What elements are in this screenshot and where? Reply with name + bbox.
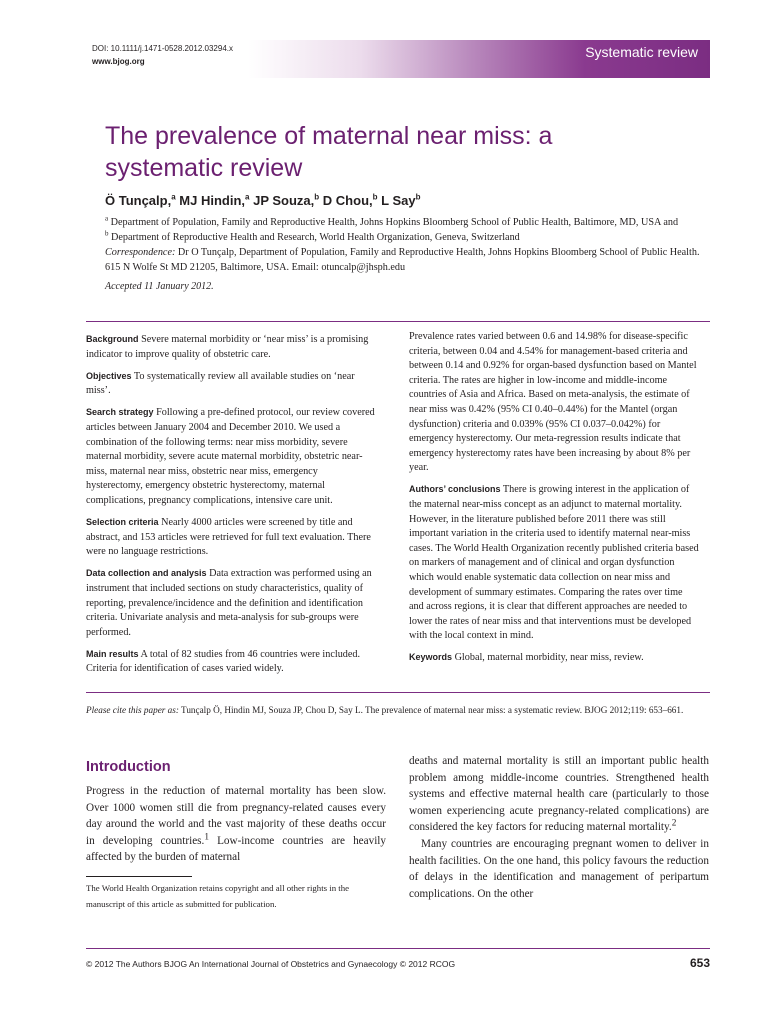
footer-rule xyxy=(86,948,710,949)
page-number: 653 xyxy=(689,956,710,970)
abstract-label: Data collection and analysis xyxy=(86,568,207,579)
article-title: The prevalence of maternal near miss: a systematic review xyxy=(105,122,553,182)
author-affiliation-mark: b xyxy=(415,192,421,202)
abstract-text: A total of 82 studies from 46 countries were included. Criteria for identification of cases varied widely. xyxy=(86,648,361,675)
correspondence xyxy=(105,245,705,275)
abstract-background xyxy=(86,332,376,362)
affiliation-b-text: Department of Reproductive Health and Research, World Health Organization, Geneva, Switzerland xyxy=(111,232,520,243)
affiliation-a xyxy=(105,215,705,230)
abstract-text: Global, maternal morbidity, near miss, review. xyxy=(454,652,644,664)
author-name: MJ Hindin, xyxy=(179,193,246,208)
abstract-label: Objectives xyxy=(86,370,132,381)
body-text: Progress in the reduction of maternal mortality has been slow. Over 1000 women still die from pregnancy-related causes every day around the world and the vast majority of these deaths occur in developing countries. xyxy=(86,785,386,847)
author-affiliation-mark: a xyxy=(171,192,176,202)
abstract-results-continued: Prevalence rates varied between 0.6 and 14.98% for disease-specific criteria, between 0.04 and 4.54% for management-based criteria and between 0.14 and 0.92% for organ-based dysfunction based on Mantel criteria. The rates are higher in low-income and middle-income countries of Asia and Africa. Based on meta-analysis, the estimate of near miss was 0.42% (95% CI 0.40–0.44%) for the Mantel (organ dysfunction) criteria and 0.039% (95% CI 0.037–0.042%) for emergency hysterectomy. Our meta-regression results indicate that emergency hysterectomy rates have been increasing by about 8% per year. xyxy=(409,331,697,474)
abstract-text: There is growing interest in the application of the maternal near-miss concept as an adjunct to maternal mortality. However, in the literature published before 2011 there was still important variation in the criteria used to identify maternal near-miss cases. The World Health Organization recently published criteria based on markers of management and of clinical and organ dysfunction which would enable systematic data collection on near miss and development of summary estimates. Comparing the rates over time and across regions, it is clear that different approaches are needed to lower the rates of near miss and that interventions must be developed with the local context in mind. xyxy=(409,484,699,642)
abstract-objectives xyxy=(86,369,376,399)
author-name: L Say xyxy=(381,193,416,208)
affiliation-a-text: Department of Population, Family and Reproductive Health, Johns Hopkins Bloomberg School of Public Health, Baltimore, MD, USA and xyxy=(110,217,679,228)
body-paragraph xyxy=(86,783,386,866)
abstract-label: Selection criteria xyxy=(86,517,159,528)
copyright-line: © 2012 The Authors BJOG An International Journal of Obstetrics and Gynaecology © 2012 RCOG xyxy=(86,959,456,969)
body-right-column xyxy=(409,753,709,902)
author-affiliation-mark: a xyxy=(245,192,250,202)
abstract-label: Main results xyxy=(86,648,139,659)
abstract-text: Following a pre-defined protocol, our review covered articles between January 2004 and December 2010. We used a combination of the following terms: near miss morbidity, severe maternal morbidity, severe acute maternal morbidity, obstetric near-miss, maternal near miss, obstetric near miss, emergency hysterectomy, emergency obstetric hysterectomy, maternal complications, pregnancy complications, intensive care unit. xyxy=(86,407,375,506)
abstract-label: Background xyxy=(86,334,139,344)
abstract-label: Keywords xyxy=(409,652,453,663)
abstract-label: Authors’ conclusions xyxy=(409,484,501,495)
affiliations xyxy=(105,215,705,275)
abstract-main-results xyxy=(86,647,376,677)
footnote: The World Health Organization retains copyright and all other rights in the manuscript of this article as submitted for publication. xyxy=(86,883,350,909)
abstract-label: Search strategy xyxy=(86,407,154,418)
affiliation-b-mark: b xyxy=(105,229,109,238)
citation-text: Tunçalp Ö, Hindin MJ, Souza JP, Chou D, Say L. The prevalence of maternal near miss: a systematic review. BJOG 2012;119: 653–661. xyxy=(181,705,684,715)
body-text: Low-income countries are heavily affected by the burden of maternal xyxy=(86,834,386,864)
abstract-search-strategy xyxy=(86,405,376,508)
abstract-bottom-rule xyxy=(86,692,710,693)
section-heading-introduction: Introduction xyxy=(86,759,171,775)
author-affiliation-mark: b xyxy=(372,192,378,202)
journal-website[interactable]: www.bjog.org xyxy=(92,57,145,66)
abstract-text: Severe maternal morbidity or ‘near miss’ is a promising indicator to improve quality of obstetric care. xyxy=(86,334,369,360)
body-paragraph xyxy=(409,753,709,836)
reference-marker[interactable]: 1 xyxy=(204,832,210,843)
citation-note xyxy=(86,703,710,718)
abstract-left-column xyxy=(86,332,376,683)
abstract-top-rule xyxy=(86,321,710,322)
abstract-text: To systematically review all available studies on ‘near miss’. xyxy=(86,370,355,397)
abstract-right-column xyxy=(409,330,699,673)
author-name: D Chou, xyxy=(322,193,373,208)
affiliation-b xyxy=(105,230,705,245)
author-list xyxy=(105,193,420,208)
correspondence-text: Dr O Tunçalp, Department of Population, Family and Reproductive Health, Johns Hopkins Bloomberg School of Public Health. 615 N Wolfe St MD 21205, Baltimore, USA. Email: otuncalp@jhsph.edu xyxy=(105,247,700,273)
section-label: Systematic review xyxy=(585,44,698,60)
author-affiliation-mark: b xyxy=(314,192,320,202)
abstract-data-collection xyxy=(86,566,376,640)
doi: DOI: 10.1111/j.1471-0528.2012.03294.x xyxy=(92,44,233,53)
reference-marker[interactable]: 2 xyxy=(671,818,677,829)
body-text: deaths and maternal mortality is still an important public health problem among middle-income countries. Strengthened health systems and effective maternal health care (particularly to those women experiencing acute pregnancy-related complications) are considered the key factors for reducing maternal mortality. xyxy=(409,755,709,834)
body-left-column xyxy=(86,783,386,866)
abstract-selection-criteria xyxy=(86,515,376,560)
abstract-text: Data extraction was performed using an instrument that included sections on study characteristics, quality of reporting, prevalence/incidence and the definition and identification criteria. Univariate analysis and meta-analysis for sub-groups were performed. xyxy=(86,568,372,638)
footnote-rule xyxy=(86,876,192,877)
affiliation-a-mark: a xyxy=(105,214,109,223)
abstract-text: Nearly 4000 articles were screened by title and abstract, and 153 articles were retrieved for full text evaluation. There were no language restrictions. xyxy=(86,517,371,558)
correspondence-label: Correspondence: xyxy=(105,247,176,258)
body-paragraph: Many countries are encouraging pregnant women to deliver in health facilities. On the one hand, this policy favours the reduction of delays in the identification and management of peripartum complications. On the other xyxy=(409,837,709,900)
citation-lead: Please cite this paper as: xyxy=(86,705,179,715)
accepted-date: Accepted 11 January 2012. xyxy=(105,281,214,292)
author-name: Ö Tunçalp, xyxy=(105,193,172,208)
author-name: JP Souza, xyxy=(253,193,315,208)
abstract-keywords xyxy=(409,650,699,666)
abstract-conclusions xyxy=(409,482,699,644)
